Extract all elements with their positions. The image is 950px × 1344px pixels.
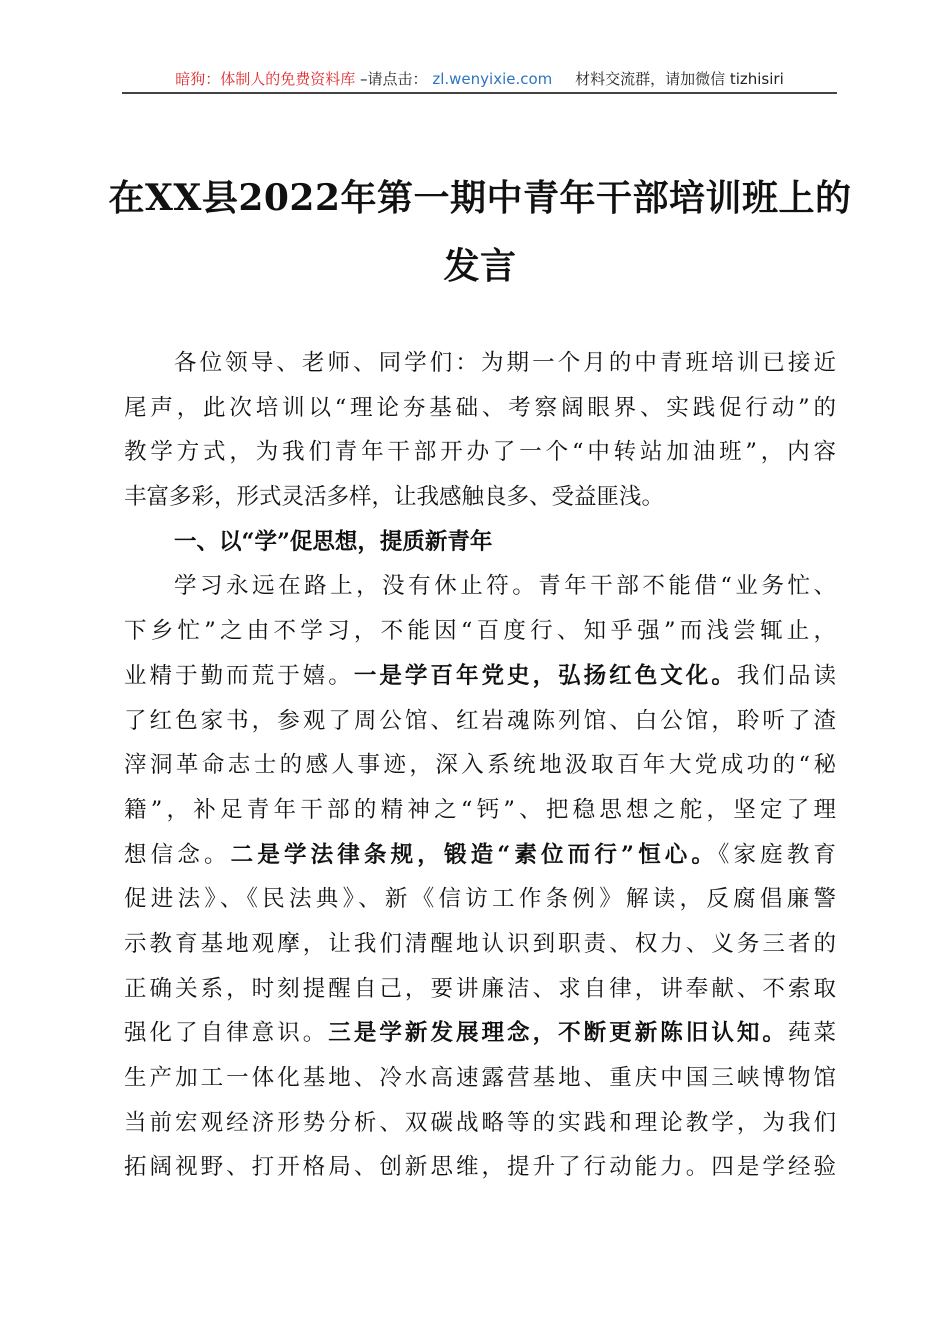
header-contact: 材料交流群，请加微信 tizhisiri bbox=[575, 70, 784, 88]
page-header bbox=[122, 68, 837, 92]
text-line bbox=[124, 1103, 836, 1148]
text-line bbox=[124, 924, 836, 969]
text-line bbox=[124, 701, 836, 746]
text-line bbox=[124, 611, 836, 656]
header-url-link[interactable]: zl.wenyixie.com bbox=[432, 70, 553, 88]
text-line bbox=[124, 1058, 836, 1103]
text-segment: 籍”，补足青年干部的精神之“钙”、把稳思想之舵，坚定了理 bbox=[124, 796, 836, 823]
bold-text: 三是学新发展理念，不断更新陈旧认知。 bbox=[328, 1020, 788, 1047]
bold-text: 一是学百年党史，弘扬红色文化。 bbox=[353, 662, 737, 689]
text-segment: 业精于勤而荒于嬉。 bbox=[124, 662, 354, 689]
text-line bbox=[124, 835, 836, 880]
text-segment: 强化了自律意识。 bbox=[124, 1020, 329, 1047]
text-line bbox=[124, 745, 836, 790]
text-segment: 生产加工一体化基地、冷水高速露营基地、重庆中国三峡博物馆 bbox=[124, 1065, 836, 1091]
text-line bbox=[124, 656, 836, 701]
text-line bbox=[124, 1147, 836, 1192]
text-segment: 正确关系，时刻提醒自己，要讲廉洁、求自律，讲奉献、不索取 bbox=[124, 975, 836, 1002]
text-segment: 当前宏观经济形势分析、双碳战略等的实践和理论教学，为我们 bbox=[124, 1109, 836, 1136]
document-body bbox=[124, 343, 836, 1192]
text-segment: 丰富多彩，形式灵活多样，让我感触良多、受益匪浅。 bbox=[124, 484, 665, 511]
bold-text: 一、以“学”促思想，提质新青年 bbox=[174, 528, 493, 555]
text-line bbox=[124, 432, 836, 477]
text-segment: 《家庭教育 bbox=[718, 841, 836, 868]
text-line bbox=[124, 388, 836, 433]
text-line bbox=[124, 1013, 836, 1058]
text-segment: 莼菜 bbox=[787, 1020, 836, 1047]
text-segment: 教学方式，为我们青年干部开办了一个“中转站加油班”，内容 bbox=[124, 439, 836, 466]
header-brand: 暗狗：体制人的免费资料库 bbox=[175, 70, 356, 88]
text-segment: 尾声，此次培训以“理论夯基础、考察阔眼界、实践促行动”的 bbox=[124, 394, 836, 421]
text-segment: 拓阔视野、打开格局、创新思维，提升了行动能力。四是学经验 bbox=[124, 1154, 836, 1181]
document-title-line-1: 在XX县2022年第一期中青年干部培训班上的 bbox=[108, 177, 852, 219]
text-line bbox=[124, 477, 836, 522]
header-divider bbox=[122, 92, 837, 94]
text-line bbox=[124, 790, 836, 835]
header-click-prompt: –请点击： bbox=[360, 70, 428, 88]
document-title-line-2: 发言 bbox=[443, 245, 517, 287]
text-line bbox=[124, 879, 836, 924]
text-segment: 促进法》、《民法典》、新《信访工作条例》解读，反腐倡廉警 bbox=[124, 886, 836, 913]
section-heading bbox=[124, 522, 836, 567]
text-line bbox=[124, 566, 836, 611]
text-segment: 下乡忙”之由不学习，不能因“百度行、知乎强”而浅尝辄止， bbox=[124, 618, 836, 645]
text-segment: 各位领导、老师、同学们：为期一个月的中青班培训已接近 bbox=[174, 350, 836, 376]
text-line bbox=[124, 969, 836, 1014]
text-segment: 学习永远在路上，没有休止符。青年干部不能借“业务忙、 bbox=[174, 573, 836, 600]
text-segment: 了红色家书，参观了周公馆、红岩魂陈列馆、白公馆，聆听了渣 bbox=[124, 707, 836, 734]
text-segment: 示教育基地观摩，让我们清醒地认识到职责、权力、义务三者的 bbox=[124, 930, 836, 957]
text-line bbox=[124, 343, 836, 388]
text-segment: 滓洞革命志士的感人事迹，深入系统地汲取百年大党成功的“秘 bbox=[124, 752, 836, 779]
text-segment: 想信念。 bbox=[124, 841, 231, 868]
text-segment: 我们品读 bbox=[736, 662, 836, 689]
bold-text: 二是学法律条规，锻造“素位而行”恒心。 bbox=[230, 841, 719, 868]
